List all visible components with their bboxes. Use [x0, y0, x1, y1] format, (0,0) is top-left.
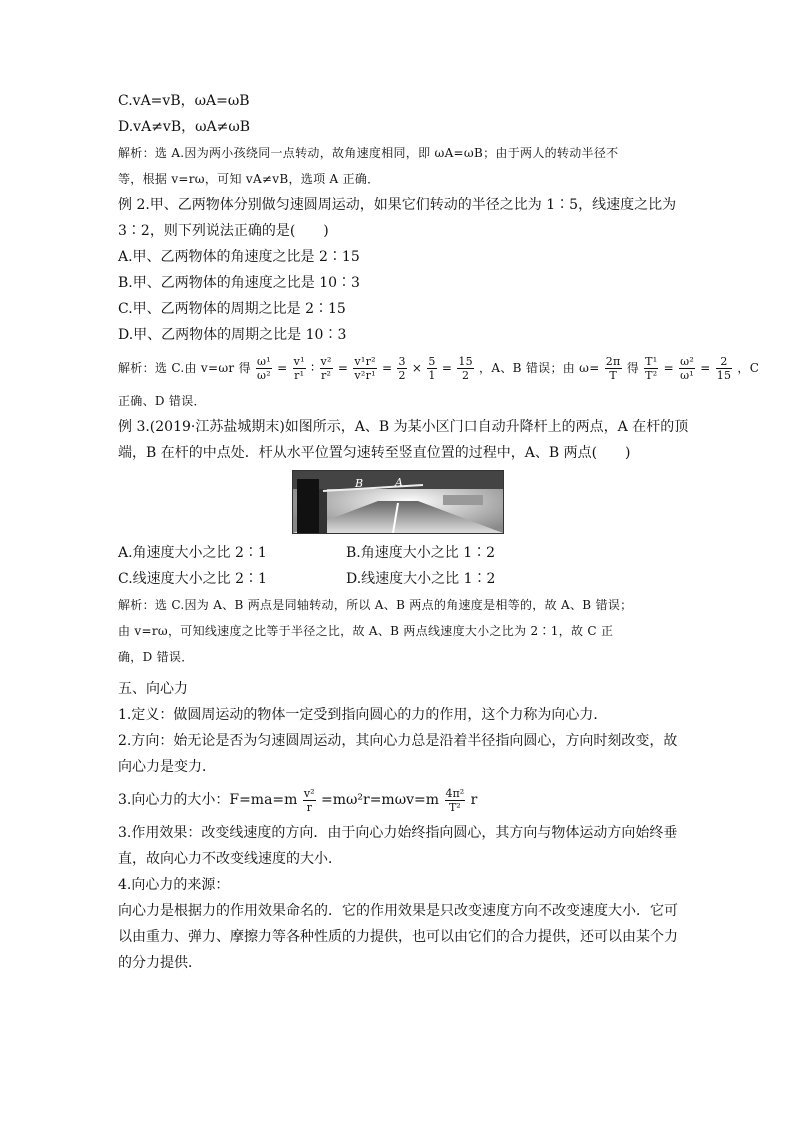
ratio-colon: ∶	[310, 361, 315, 375]
section-5-magnitude-formula	[118, 780, 678, 820]
example-3-analysis-3: 确，D 错误．	[118, 650, 194, 664]
magnitude-mid: =mω²r=mωv=m	[320, 792, 440, 808]
example-2-option-c: C.甲、乙两物体的周期之比是 2∶15	[118, 301, 346, 317]
example-3-option-d: D.线速度大小之比 1∶2	[346, 571, 496, 587]
equals-sign: =	[277, 361, 288, 375]
analysis-prefix: 解析：选 C.由 v=ωr 得	[118, 361, 251, 375]
figure-label-a: A	[395, 476, 403, 489]
barrier-gate-photo	[292, 470, 504, 534]
example-2-option-b: B.甲、乙两物体的角速度之比是 10∶3	[118, 275, 360, 291]
example-3-option-b: B.角速度大小之比 1∶2	[346, 545, 496, 561]
fraction-v1-r1: $\frac{\text{v¹}}{\text{r¹}}$	[293, 355, 305, 382]
example-3-stem-2: 端，B 在杆的中点处．杆从水平位置匀速转至竖直位置的过程中，A、B 两点( )	[118, 445, 631, 461]
analysis-end: ，C	[737, 361, 760, 375]
section-5-effect-2: 直，故向心力不改变线速度的大小．	[118, 851, 342, 867]
analysis-mid: ，A、B 错误；由 ω=	[479, 361, 600, 375]
example-2-stem-1: 例 2.甲、乙两物体分别做匀速圆周运动，如果它们转动的半径之比为 1∶5，线速度之比为	[118, 197, 677, 213]
equals-sign: =	[441, 361, 453, 375]
section-5-direction-1: 2.方向：始无论是否为匀速圆周运动，其向心力总是沿着半径指向圆心，方向时刻改变，故	[118, 733, 678, 749]
fraction-5-1: $\frac{5}{1}$	[428, 355, 436, 382]
example-2-analysis-line-2: 正确、D 错误．	[118, 394, 206, 408]
section-5-source-1: 向心力是根据力的作用效果命名的．它的作用效果是只改变速度方向不改变速度大小．它可	[118, 903, 678, 919]
fraction-v1r2-v2r1: $\frac{\text{v¹r²}}{\text{v²r¹}}$	[354, 355, 376, 382]
fraction-2pi-T: $\frac{2\pi}{T}$	[605, 355, 621, 382]
fraction-15-2: $\frac{15}{2}$	[458, 355, 473, 382]
example-3-stem-1: 例 3.(2019·江苏盐城期末)如图所示，A、B 为某小区门口自动升降杆上的两点，A 在杆的顶	[118, 419, 689, 435]
analysis-1-line-1: 解析：选 A.因为两小孩绕同一点转动，故角速度相同，即 ωA=ωB；由于两人的转动半径不	[118, 146, 619, 160]
figure-label-b: B	[355, 477, 364, 490]
analysis-mid2: 得	[626, 361, 639, 375]
section-5-source-3: 的分力提供．	[118, 955, 202, 971]
section-5-source-2: 以由重力、弹力、摩擦力等各种性质的力提供，也可以由它们的合力提供，还可以由某个力	[118, 929, 678, 945]
section-5-effect-1: 3.作用效果：改变线速度的方向．由于向心力始终指向圆心，其方向与物体运动方向始终垂	[118, 825, 678, 841]
example-2-option-a: A.甲、乙两物体的角速度之比是 2∶15	[118, 249, 360, 265]
example-3-options-row-1	[118, 540, 678, 566]
example-3-option-c: C.线速度大小之比 2∶1	[118, 571, 267, 587]
section-5-direction-2: 向心力是变力．	[118, 759, 216, 775]
section-5-source-title: 4.向心力的来源：	[118, 877, 230, 893]
equals-sign: =	[663, 361, 674, 375]
example-3-option-a: A.角速度大小之比 2∶1	[118, 545, 267, 561]
fraction-3-2: $\frac{3}{2}$	[398, 355, 406, 382]
option-d-top: D.vA≠vB，ωA≠ωB	[118, 119, 251, 135]
fraction-w2-w1: $\frac{\text{ω²}}{\text{ω¹}}$	[680, 355, 695, 382]
times-sign: ×	[411, 361, 423, 375]
analysis-1-line-2: 等，根据 v=rω，可知 vA≠vB，选项 A 正确．	[118, 172, 380, 186]
example-2-option-d: D.甲、乙两物体的周期之比是 10∶3	[118, 327, 347, 343]
fraction-4pi2-T2: $\frac{\text{4π²}}{\text{T²}}$	[445, 786, 465, 814]
fraction-T1-T2: $\frac{\text{T¹}}{\text{T²}}$	[645, 355, 658, 382]
section-5-definition: 1.定义：做圆周运动的物体一定受到指向圆心的力的作用，这个力称为向心力．	[118, 707, 608, 723]
example-2-stem-2: 3∶2，则下列说法正确的是( )	[118, 223, 329, 239]
section-5-title: 五、向心力	[118, 681, 188, 697]
fraction-2-15: $\frac{2}{15}$	[716, 355, 732, 382]
magnitude-prefix: 3.向心力的大小：F=ma=m	[118, 792, 298, 808]
document-page	[118, 88, 760, 976]
example-2-analysis-formula	[118, 348, 760, 388]
equals-sign: =	[381, 361, 393, 375]
fraction-v2-r: $\frac{\text{v²}}{r}$	[303, 786, 315, 814]
example-3-analysis-1: 解析：选 C.因为 A、B 两点是同轴转动，所以 A、B 两点的角速度是相等的，故 A、B 错误；	[118, 598, 633, 612]
equals-sign: =	[700, 361, 711, 375]
fraction-v2-r2: $\frac{\text{v²}}{\text{r²}}$	[320, 355, 332, 382]
magnitude-end: r	[470, 792, 478, 808]
fraction-w1-w2: $\frac{\text{ω¹}}{\text{ω²}}$	[257, 355, 271, 382]
example-3-analysis-2: 由 v=rω，可知线速度之比等于半径之比，故 A、B 两点线速度大小之比为 2∶1，故 C 正	[118, 624, 614, 638]
example-3-options-row-2	[118, 566, 678, 592]
option-c-top: C.vA=vB，ωA=ωB	[118, 93, 250, 109]
equals-sign: =	[337, 361, 349, 375]
